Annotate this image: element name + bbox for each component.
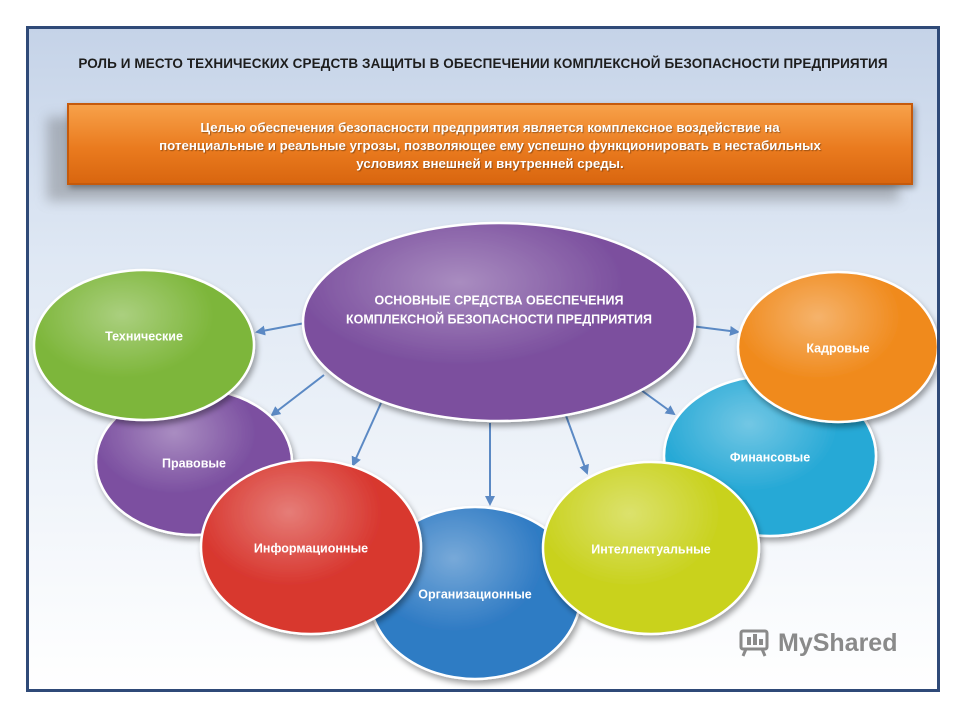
slide-frame [26,26,940,692]
arrow-to-intellectual [565,413,587,473]
node-intellectual-label: Интеллектуальные [591,542,711,557]
center-node-line-1: ОСНОВНЫЕ СРЕДСТВА ОБЕСПЕЧЕНИЯ [374,293,624,308]
node-personnel [738,272,937,422]
arrow-to-personnel [691,326,738,332]
arrow-to-informational [353,403,381,465]
node-organizational-label: Организационные [418,587,532,602]
banner-line-1: Целью обеспечения безопасности предприятия является комплексное воздействие на [200,120,780,135]
node-intellectual [543,462,759,634]
slide-title: РОЛЬ И МЕСТО ТЕХНИЧЕСКИХ СРЕДСТВ ЗАЩИТЫ В ОБЕСПЕЧЕНИИ КОМПЛЕКСНОЙ БЕЗОПАСНОСТИ ПРЕДПРИЯТИЯ [78,56,888,71]
node-informational-label: Информационные [253,541,369,556]
arrow-to-financial [641,390,674,414]
myshared-logo-icon [738,628,772,658]
node-informational [201,460,421,634]
arrow-to-legal [272,375,324,415]
myshared-logo[interactable] [738,628,897,658]
banner-line-3: условиях внешней и внутренней среды. [356,156,624,171]
node-personnel-label: Кадровые [806,341,870,356]
myshared-logo-text: MyShared [778,628,898,657]
center-node [303,223,695,421]
center-node-line-2: КОМПЛЕКСНОЙ БЕЗОПАСНОСТИ ПРЕДПРИЯТИЯ [345,312,653,327]
security-means-diagram [29,29,937,689]
arrow-to-technical [257,323,305,332]
node-technical [34,270,254,420]
banner-line-2: потенциальные и реальные угрозы, позволяющее ему успешно функционировать в нестабильных [159,138,821,153]
node-financial-label: Финансовые [729,450,811,465]
node-legal-label: Правовые [161,456,227,471]
node-technical-label: Технические [105,329,183,344]
